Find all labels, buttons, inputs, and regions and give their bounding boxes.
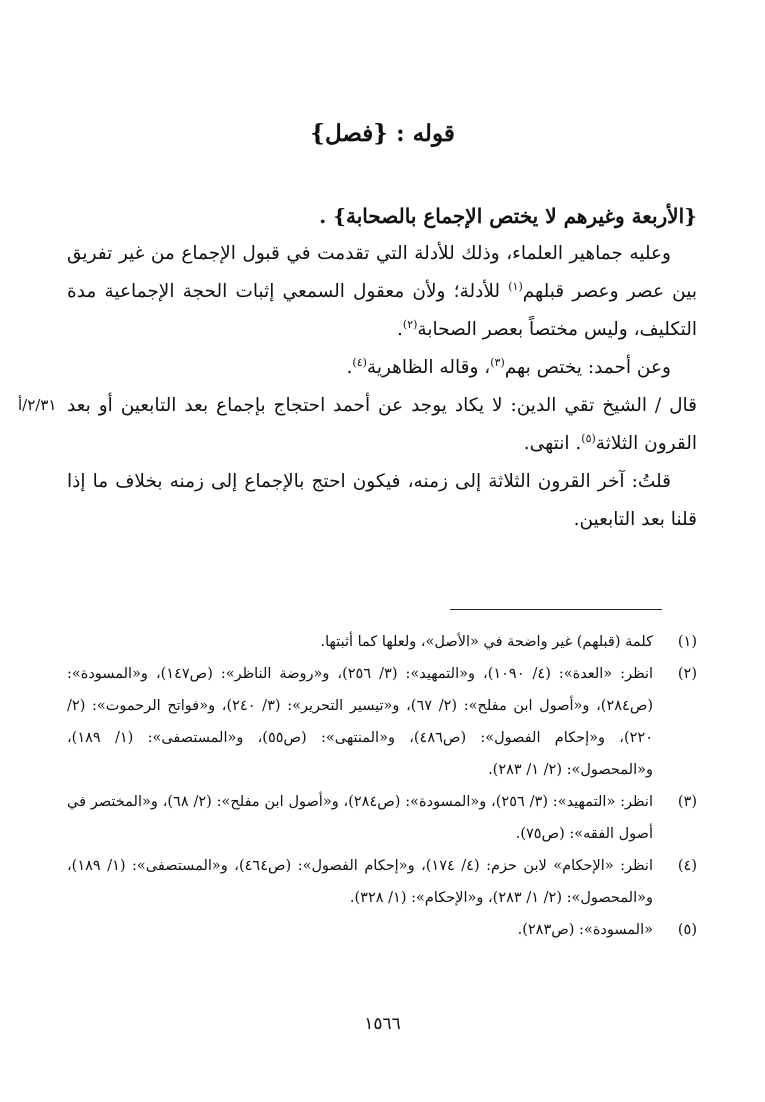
footnote-divider: [450, 609, 662, 610]
footnote-ref-3[interactable]: (٣): [490, 355, 505, 369]
main-text: [67, 197, 697, 539]
paragraph-1-end: .: [397, 319, 403, 340]
paragraph-2-text-b: ، وقاله الظاهرية: [366, 357, 491, 378]
footnote-ref-1[interactable]: (١): [508, 279, 523, 293]
margin-folio-note: ٢/٣١/أ: [18, 396, 57, 414]
footnote-item: [67, 626, 697, 658]
paragraph-1-text-b: للأدلة؛ ولأن معقول السمعي إثبات الحجة الإجماعية مدة التكليف، وليس مختصاً بعصر الصحابة: [67, 281, 697, 340]
paragraph-3-text-a: قال / الشيخ تقي الدين: لا يكاد يوجد عن أحمد احتجاج بإجماع بعد التابعين أو بعد القرون الثلاثة: [67, 395, 697, 454]
paragraph-3-text-b: . انتهى.: [523, 433, 582, 454]
footnote-item: [67, 786, 697, 850]
section-title: قوله : {فصل}: [310, 120, 455, 147]
paragraph-4: قلتُ: آخر القرون الثلاثة إلى زمنه، فيكون احتج بالإجماع إلى زمنه بخلاف ما إذا قلنا بعد التابعين.: [67, 471, 697, 530]
paragraph-2: [67, 349, 697, 387]
footnote-text: انظر: «التمهيد»: (٣/ ٢٥٦)، و«المسودة»: (ص٢٨٤)، و«أصول ابن مفلح»: (٢/ ٦٨)، و«المختصر في أصول الفقه»: (ص٧٥).: [67, 794, 653, 842]
footnote-number: (٢): [677, 666, 697, 682]
footnote-item: [67, 914, 697, 946]
paragraph-2-text-a: وعن أحمد: يختص بهم: [504, 357, 671, 378]
footnote-ref-4[interactable]: (٤): [352, 355, 367, 369]
heading-line: {الأربعة وغيرهم لا يختص الإجماع بالصحابة} .: [319, 204, 697, 228]
footnote-text: «المسودة»: (ص٢٨٣).: [517, 922, 653, 938]
footnote-number: (٤): [677, 858, 697, 874]
footnote-ref-5[interactable]: (٥): [581, 431, 596, 445]
footnote-ref-2[interactable]: (٢): [402, 317, 418, 331]
paragraph-1-text-a: وعليه جماهير العلماء، وذلك للأدلة التي تقدمت في قبول الإجماع من غير تفريق بين عصر وعصر قبلهم: [67, 243, 698, 302]
footnote-item: [67, 658, 697, 786]
footnote-text: انظر: «الإحكام» لابن حزم: (٤/ ١٧٤)، و«إحكام الفصول»: (ص٤٦٤)، و«المستصفى»: (١/ ١٨٩)، و«المحصول»: (٢/ ١/ ٢٨٣)، و«الإحكام»: (١/ ٣٢٨).: [67, 858, 654, 906]
footnote-text: كلمة (قبلهم) غير واضحة في «الأصل»، ولعلها كما أثبتها.: [320, 634, 653, 650]
footnote-number: (٣): [677, 794, 697, 810]
footnote-item: [67, 850, 697, 914]
footnote-number: (١): [677, 634, 697, 650]
paragraph-3: [67, 387, 697, 463]
paragraph-2-end: .: [346, 357, 353, 378]
footnote-number: (٥): [677, 922, 697, 938]
footnotes: [67, 626, 697, 946]
footnote-text: انظر: «العدة»: (٤/ ١٠٩٠)، و«التمهيد»: (٣/ ٢٥٦)، و«روضة الناظر»: (ص١٤٧)، و«المسودة»: (ص٢٨٤)، و«أصول ابن مفلح»: (٢/ ٦٧)، و«تيسير التحرير»: (٣/ ٢٤٠)، و«فواتح الرحموت»: (٢/ ٢٢٠)، و«إحكام الفصول»: (ص٤٨٦)، و«المنتهى»: (ص٥٥)، و«المستصفى»: (١/ ١٨٩)، و«المحصول»: (٢/ ١/ ٢٨٣).: [67, 666, 654, 778]
paragraph-1: [67, 235, 697, 349]
page-number: ١٥٦٦: [364, 1014, 401, 1034]
